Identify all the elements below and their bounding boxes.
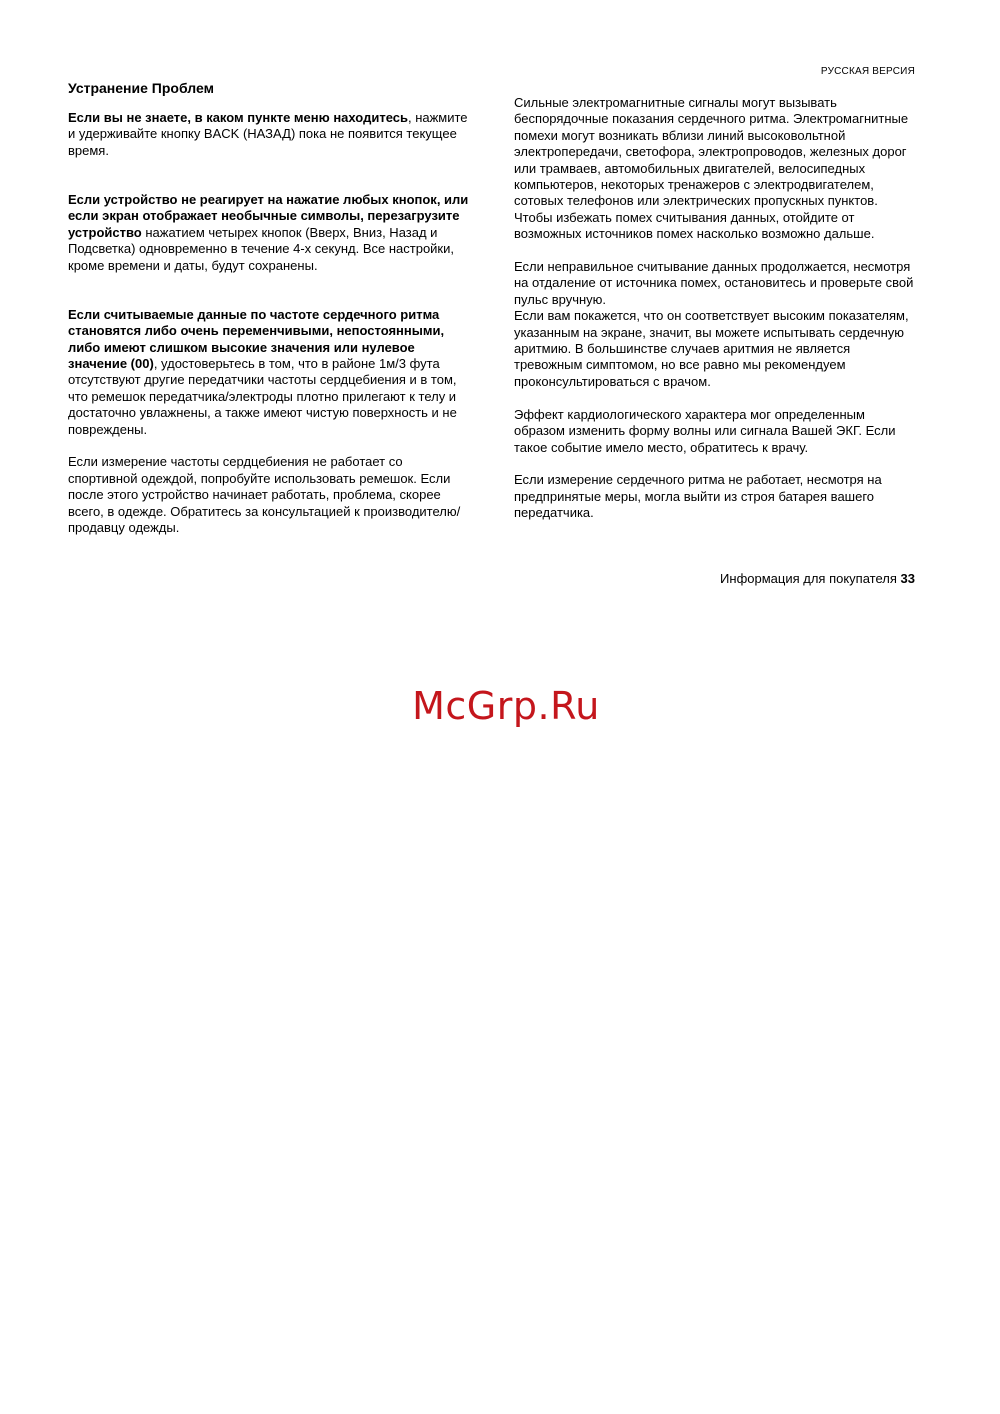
paragraph-device-reset-bold: Если устройство не реагирует на нажатие любых кнопок, или если экран отображает необычные символы, перезагрузите устройство [68,192,469,240]
language-label: РУССКАЯ ВЕРСИЯ [820,66,915,77]
page-footer [560,571,915,586]
page-number: 33 [900,571,915,586]
page-title: Устранение Проблем [68,80,214,96]
paragraph-menu-location [68,110,473,159]
paragraph-menu-location-bold: Если вы не знаете, в каком пункте меню находитесь [68,110,408,125]
right-column [514,95,919,522]
paragraph-heart-rate-erratic [68,307,473,438]
paragraph-device-reset [68,192,473,274]
left-column [68,79,473,537]
paragraph-heart-rate-erratic-bold: Если считываемые данные по частоте сердечного ритма становятся либо очень переменчивыми, непостоянными, либо имеют слишком высокие значения или нулевое значение (00) [68,306,445,372]
watermark-logo: McGrp.Ru [412,684,600,728]
paragraph-arrhythmia: Если вам покажется, что он соответствует высоким показателям, указанным на экране, значит, вы можете испытывать сердечную аритмию. В большинстве случаев аритмия не является тревожным симптомом, но все равно мы рекомендуем проконсультироваться с врачом. [514,308,909,389]
paragraph-battery: Если измерение сердечного ритма не работает, несмотря на предпринятые меры, могла выйти из строя батарея вашего передатчика. [514,472,882,521]
paragraph-check-pulse: Если неправильное считывание данных продолжается, несмотря на отдаление от источника помех, остановитесь и проверьте свой пульс вручную. [514,259,914,307]
paragraph-electromagnetic: Сильные электромагнитные сигналы могут вызывать беспорядочные показания сердечного ритма. Электромагнитные помехи могут возникать вблизи линий высоковольтной электропередачи, светофора, электропроводов, железных дорог или трамваев, автомобильных двигателей, велосипедных компьютеров, некоторых тренажеров с электродвигателем, сотовых телефонов или электрических пропускных пунктов. Чтобы избежать помех считывания данных, отойдите от возможных источников помех насколько возможно дальше. [514,95,909,242]
paragraph-sports-clothing: Если измерение частоты сердцебиения не работает со спортивной одеждой, попробуйте использовать ремешок. Если после этого устройство начинает работать, проблема, скорее всего, в одежде. Обратитесь за консультацией к производителю/продавцу одежды. [68,454,461,536]
paragraph-ecg-effect: Эффект кардиологического характера мог определенным образом изменить форму волны или сигнала Вашей ЭКГ. Если такое событие имело место, обратитесь к врачу. [514,406,896,455]
footer-label: Информация для покупателя [720,571,897,586]
paragraph-heart-rate-erratic-text: , удостоверьтесь в том, что в районе 1м/3 фута отсутствуют другие передатчики частоты сердцебиения и в том, что ремешок передатчика/электроды плотно прилегают к телу и достаточно увлажнены, а также имеют чистую поверхность и не повреждены. [68,356,457,437]
paragraph-device-reset-text: нажатием четырех кнопок (Вверх, Вниз, Назад и Подсветка) одновременно в течение 4-х секунд. Все настройки, кроме времени и даты, будут сохранены. [68,224,454,273]
paragraph-menu-location-text: , нажмите и удерживайте кнопку BACK (НАЗАД) пока не появится текущее время. [68,110,468,158]
